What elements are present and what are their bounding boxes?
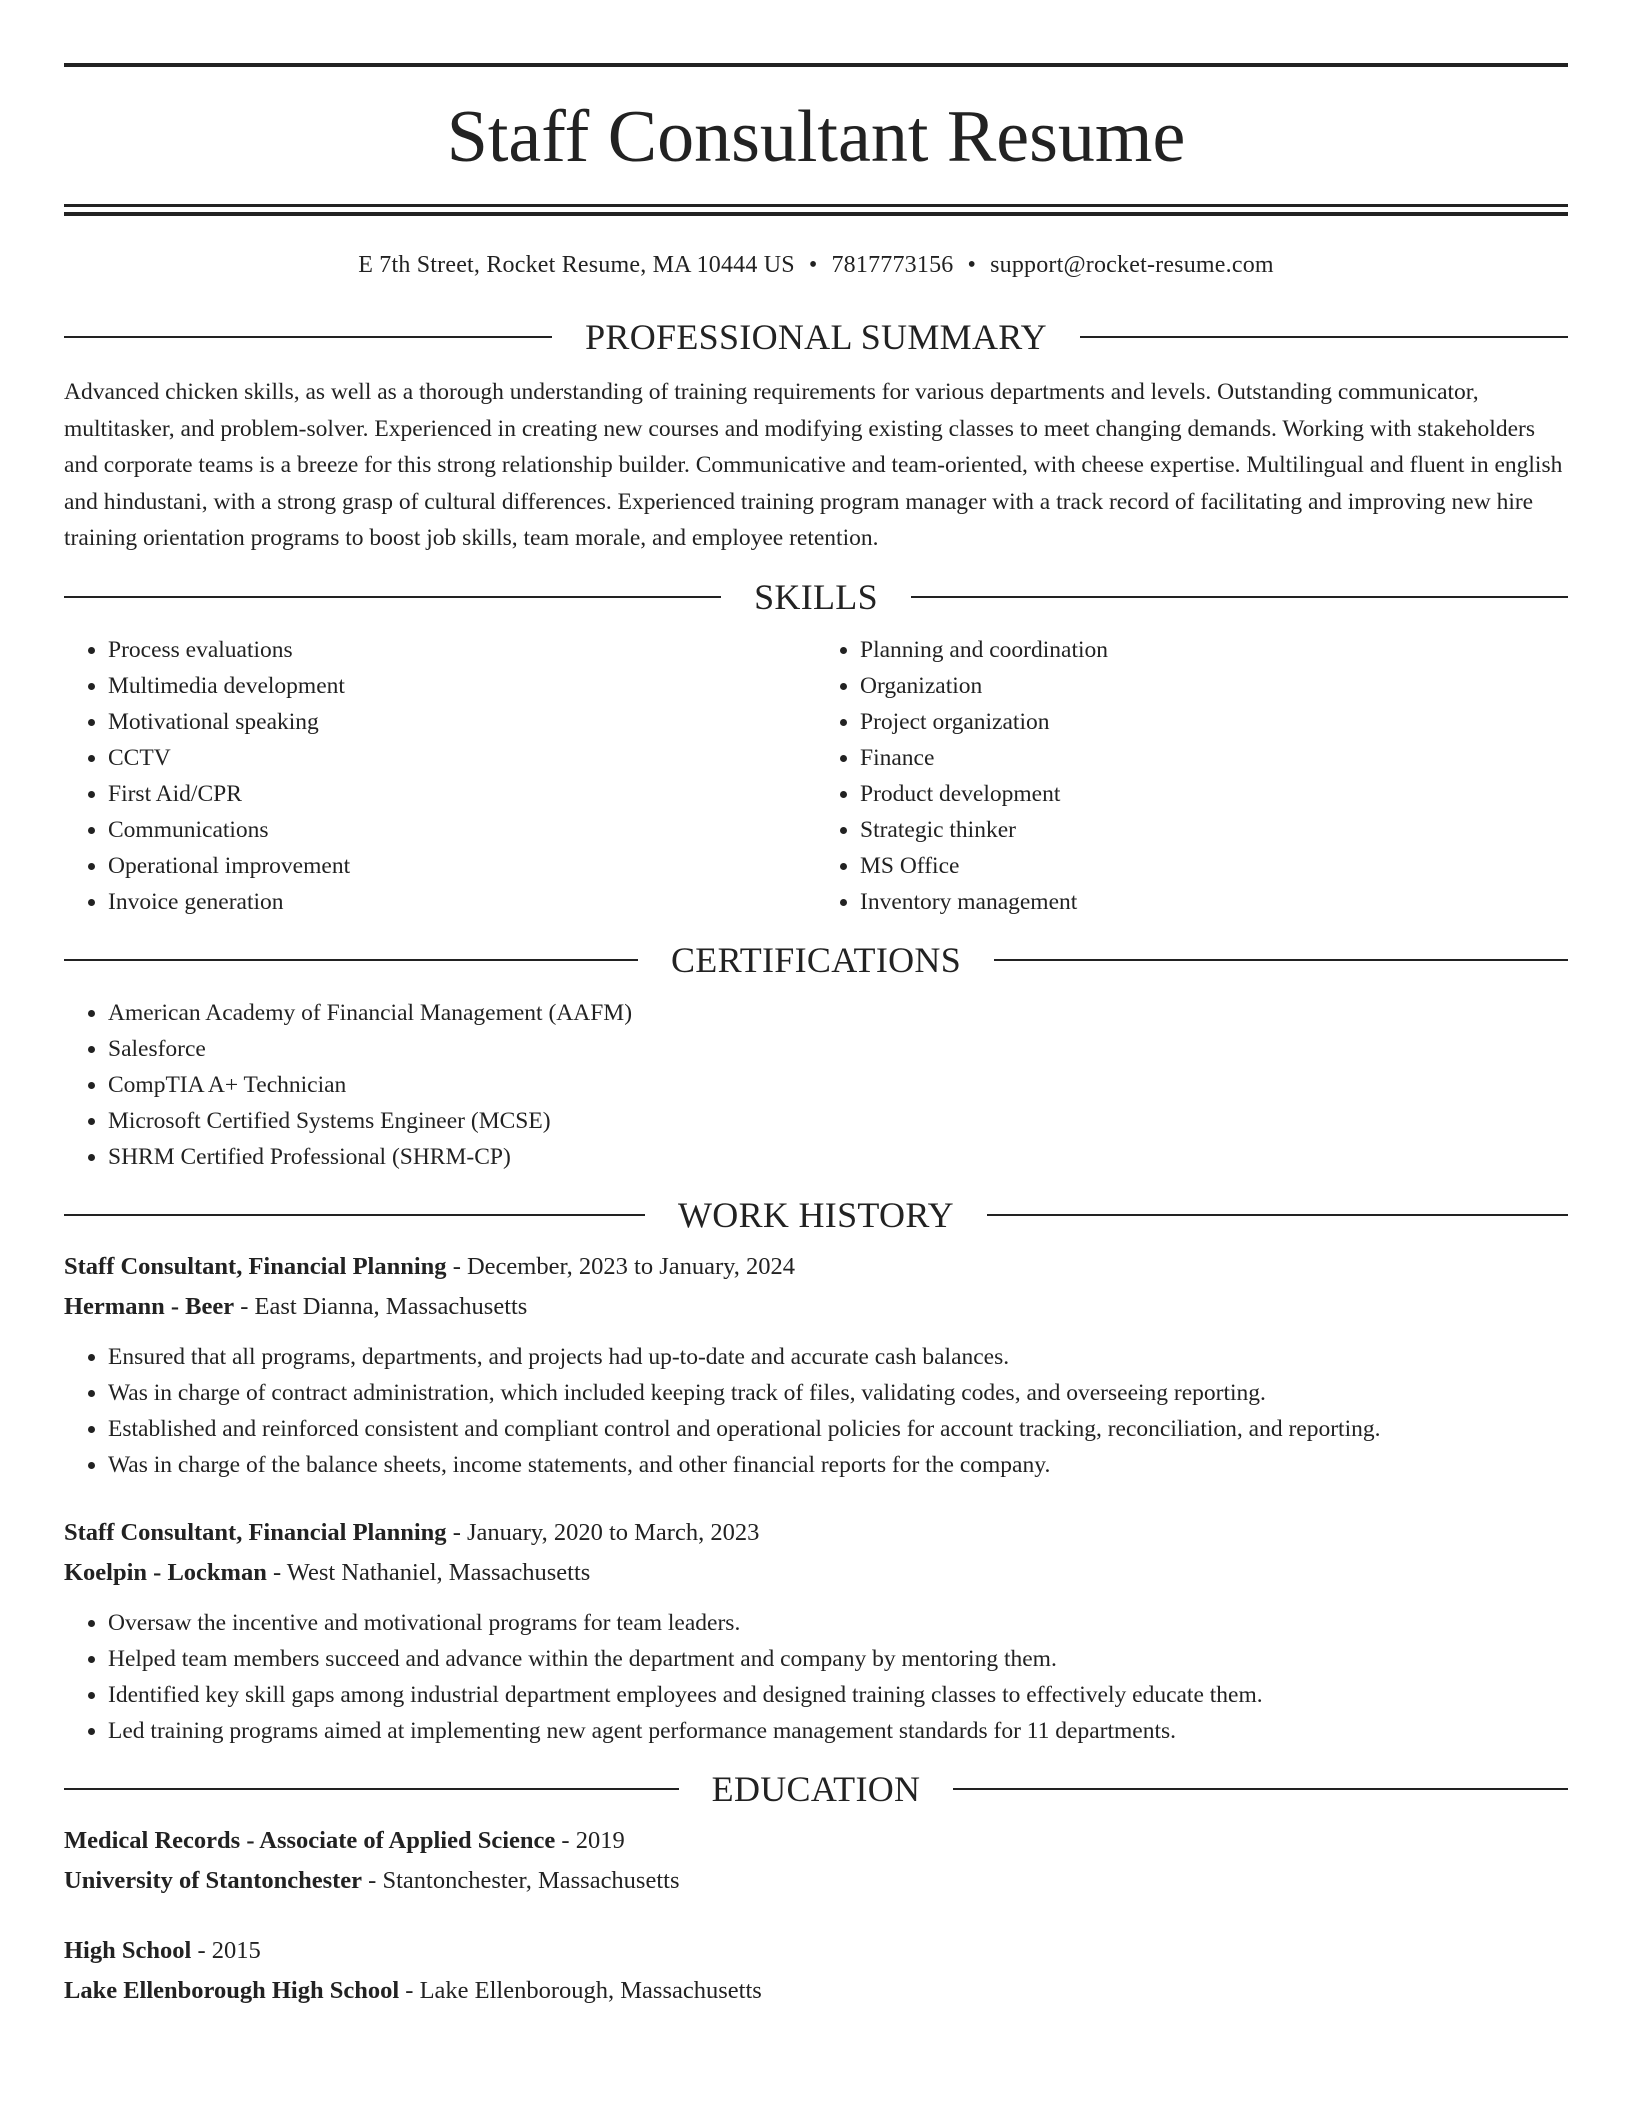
work-role-line bbox=[64, 1513, 1568, 1553]
heading-rule-left bbox=[64, 1214, 645, 1216]
education-year: - 2015 bbox=[191, 1936, 261, 1964]
heading-rule-left bbox=[64, 596, 721, 598]
work-location: - West Nathaniel, Massachusetts bbox=[266, 1558, 591, 1586]
education-school: Lake Ellenborough High School bbox=[64, 1976, 400, 2004]
work-dates: - December, 2023 to January, 2024 bbox=[446, 1252, 796, 1280]
heading-rule-left bbox=[64, 1788, 679, 1790]
education-location: - Lake Ellenborough, Massachusetts bbox=[399, 1976, 762, 2004]
education-school-line bbox=[64, 1971, 1568, 2011]
education-heading-label: EDUCATION bbox=[711, 1768, 921, 1809]
heading-rule-right bbox=[911, 596, 1568, 598]
skill-item: • MS Office bbox=[860, 848, 1568, 884]
work-role-line bbox=[64, 1247, 1568, 1287]
certification-item: • Salesforce bbox=[108, 1031, 1568, 1067]
skill-item: • First Aid/CPR bbox=[108, 776, 816, 812]
education-degree-line bbox=[64, 1931, 1568, 1971]
work-bullets bbox=[64, 1605, 1568, 1749]
certifications-list bbox=[64, 995, 1568, 1175]
education-school-line bbox=[64, 1861, 1568, 1901]
work-bullet: • Oversaw the incentive and motivational programs for team leaders. bbox=[108, 1605, 1568, 1641]
heading-rule-left bbox=[64, 959, 638, 961]
skill-item: • Motivational speaking bbox=[108, 704, 816, 740]
education-year: - 2019 bbox=[555, 1826, 625, 1854]
work-role: Staff Consultant, Financial Planning bbox=[64, 1252, 447, 1280]
skills-section-heading bbox=[64, 576, 1568, 617]
resume-title: Staff Consultant Resume bbox=[446, 96, 1186, 178]
work-bullet: • Led training programs aimed at implementing new agent performance management standards for 11 departments. bbox=[108, 1713, 1568, 1749]
heading-rule-right bbox=[1080, 336, 1568, 338]
skill-item: • Multimedia development bbox=[108, 668, 816, 704]
heading-rule-left bbox=[64, 336, 552, 338]
work-bullet: • Ensured that all programs, departments, and projects had up-to-date and accurate cash balances. bbox=[108, 1339, 1568, 1375]
work-company-line bbox=[64, 1553, 1568, 1593]
work-bullets bbox=[64, 1339, 1568, 1483]
skills-column-left bbox=[64, 632, 816, 920]
work-bullet: • Helped team members succeed and advance within the department and company by mentoring them. bbox=[108, 1641, 1568, 1677]
heading-rule-right bbox=[994, 959, 1568, 961]
education-degree: Medical Records - Associate of Applied Science bbox=[64, 1826, 556, 1854]
work-entry bbox=[64, 1247, 1568, 1483]
contact-address: E 7th Street, Rocket Resume, MA 10444 US bbox=[358, 252, 795, 278]
education-school: University of Stantonchester bbox=[64, 1866, 363, 1894]
skills-heading-label: SKILLS bbox=[754, 576, 878, 617]
skill-item: • Invoice generation bbox=[108, 884, 816, 920]
summary-section-heading bbox=[64, 319, 1568, 355]
contact-separator: • bbox=[967, 252, 977, 278]
work-entry bbox=[64, 1513, 1568, 1749]
work-section-heading bbox=[64, 1194, 1568, 1235]
work-heading-label: WORK HISTORY bbox=[678, 1194, 954, 1235]
work-bullet: • Established and reinforced consistent and compliant control and operational policies for account tracking, reconciliation, and reporting. bbox=[108, 1411, 1568, 1447]
skill-item: • Inventory management bbox=[860, 884, 1568, 920]
skill-item: • Finance bbox=[860, 740, 1568, 776]
work-dates: - January, 2020 to March, 2023 bbox=[446, 1518, 760, 1546]
skill-item: • Process evaluations bbox=[108, 632, 816, 668]
skill-item: • CCTV bbox=[108, 740, 816, 776]
education-degree: High School bbox=[64, 1936, 192, 1964]
resume-page bbox=[64, 0, 1568, 2011]
education-degree-line bbox=[64, 1821, 1568, 1861]
work-company-line bbox=[64, 1287, 1568, 1327]
skills-list bbox=[64, 632, 1568, 920]
skill-item: • Organization bbox=[860, 668, 1568, 704]
education-location: - Stantonchester, Massachusetts bbox=[362, 1866, 680, 1894]
professional-summary: Advanced chicken skills, as well as a thorough understanding of training requirements for various departments and levels. Outstanding communicator, multitasker, and problem-solver. Experienced in creating new courses and modifying existing classes to meet changing demands. Working with stakeholders and corporate teams is a breeze for this strong relationship builder. Communicative and team-oriented, with cheese expertise. Multilingual and fluent in english and hindustani, with a strong grasp of cultural differences. Experienced training program manager with a track record of facilitating and improving new hire training orientation programs to boost job skills, team morale, and employee retention. bbox=[64, 379, 1563, 551]
contact-email: support@rocket-resume.com bbox=[990, 252, 1274, 278]
contact-separator: • bbox=[808, 252, 818, 278]
work-role: Staff Consultant, Financial Planning bbox=[64, 1518, 447, 1546]
skills-column-right bbox=[816, 632, 1568, 920]
work-company: Koelpin - Lockman bbox=[64, 1558, 267, 1586]
skill-item: • Operational improvement bbox=[108, 848, 816, 884]
education-section-heading bbox=[64, 1768, 1568, 1809]
certifications-heading-label: CERTIFICATIONS bbox=[670, 939, 962, 980]
work-bullet: • Was in charge of the balance sheets, income statements, and other financial reports for the company. bbox=[108, 1447, 1568, 1483]
work-bullet: • Was in charge of contract administration, which included keeping track of files, validating codes, and overseeing reporting. bbox=[108, 1375, 1568, 1411]
skill-item: • Planning and coordination bbox=[860, 632, 1568, 668]
certifications-section-heading bbox=[64, 939, 1568, 980]
contact-line bbox=[64, 252, 1568, 279]
education-entry bbox=[64, 1821, 1568, 1901]
contact-phone: 7817773156 bbox=[831, 252, 954, 278]
work-location: - East Dianna, Massachusetts bbox=[234, 1292, 528, 1320]
work-bullet: • Identified key skill gaps among industrial department employees and designed training classes to effectively educate them. bbox=[108, 1677, 1568, 1713]
heading-rule-right bbox=[953, 1788, 1568, 1790]
heading-rule-right bbox=[987, 1214, 1568, 1216]
skill-item: • Product development bbox=[860, 776, 1568, 812]
certification-item: • American Academy of Financial Management (AAFM) bbox=[108, 995, 1568, 1031]
certification-item: • Microsoft Certified Systems Engineer (MCSE) bbox=[108, 1103, 1568, 1139]
summary-heading-label: PROFESSIONAL SUMMARY bbox=[585, 317, 1047, 357]
certification-item: • CompTIA A+ Technician bbox=[108, 1067, 1568, 1103]
skill-item: • Communications bbox=[108, 812, 816, 848]
skill-item: • Project organization bbox=[860, 704, 1568, 740]
certification-item: • SHRM Certified Professional (SHRM-CP) bbox=[108, 1139, 1568, 1175]
work-company: Hermann - Beer bbox=[64, 1292, 235, 1320]
title-double-rule bbox=[64, 204, 1568, 216]
skill-item: • Strategic thinker bbox=[860, 812, 1568, 848]
education-entry bbox=[64, 1931, 1568, 2011]
